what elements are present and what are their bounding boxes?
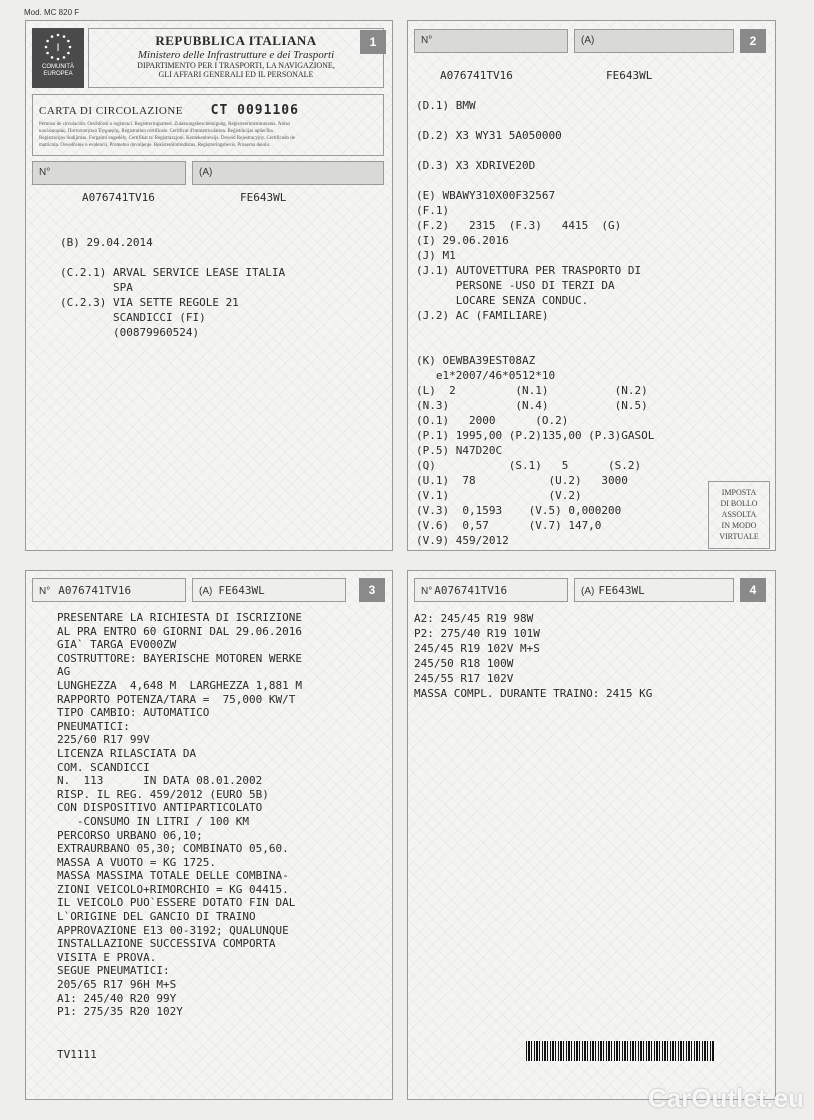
tax-line-4: IN MODO bbox=[721, 521, 757, 530]
footer-code: TV1111 bbox=[57, 1048, 97, 1061]
n-label-box bbox=[32, 161, 186, 185]
card-title: CARTA DI CIRCOLAZIONE bbox=[39, 105, 184, 117]
panel-number-1: 1 bbox=[360, 30, 386, 54]
plate-number: FE643WL bbox=[240, 191, 287, 204]
n-label: N° bbox=[421, 586, 433, 597]
tax-stamp-box bbox=[708, 481, 770, 549]
a-label-box bbox=[574, 29, 734, 53]
eu-stars-icon bbox=[43, 32, 73, 62]
n-field bbox=[32, 578, 186, 602]
multilingual-line-2: κυκλοφορίας. Πιστοποιητικό Έγγραφής. Registration certificate. Certificat d'immatriculation. Reģistrācijas apliecība. bbox=[39, 129, 274, 134]
panel-number-2: 2 bbox=[740, 29, 766, 53]
a-label-box bbox=[192, 161, 384, 185]
registration-number: A076741TV16 bbox=[58, 584, 132, 597]
eu-country: I bbox=[56, 42, 60, 54]
notes-block: PRESENTARE LA RICHIESTA DI ISCRIZIONE AL PRA ENTRO 60 GIORNI DAL 29.06.2016 GIA` TARGA EV000ZW COSTRUTTORE: BAYERISCHE MOTOREN WERKE AG LUNGHEZZA 4,648 M LARGHEZZA 1,881 M RAPPORTO POTENZA/TARA = 75,000 KW/T TIPO CAMBIO: AUTOMATICO PNEUMATICI: 225/60 R17 99V LICENZA RILASCIATA DA COM. SCANDICCI N. 113 IN DATA 08.01.2002 RISP. IL REG. 459/2012 (EURO 5B) CON DISPOSITIVO ANTIPARTICOLATO -CONSUMO IN LITRI / 100 KM PERCORSO URBANO 06,10; EXTRAURBANO 05,30; COMBINATO 05,60. MASSA A VUOTO = KG 1725. MASSA MASSIMA TOTALE DELLE COMBINA- ZIONI VEICOLO+RIMORCHIO = KG 04415. IL VEICOLO PUO`ESSERE DOTATO FIN DAL L`ORIGINE DEL GANCIO DI TRAINO APPROVAZIONE E13 00-3192; QUALUNQUE INSTALLAZIONE SUCCESSIVA COMPORTA VISITA E PROVA. SEGUE PNEUMATICI: 205/65 R17 96H M+S A1: 245/40 R20 99Y P1: 275/35 R20 102Y bbox=[57, 611, 303, 1019]
a-label: (A) bbox=[581, 35, 595, 46]
panel-1 bbox=[25, 20, 393, 551]
plate-number: FE643WL bbox=[218, 584, 265, 597]
tax-line-1: IMPOSTA bbox=[721, 488, 757, 497]
a-label: (A) bbox=[199, 586, 213, 597]
ministry-name: Ministero delle Infrastrutture e dei Trasporti bbox=[137, 49, 335, 61]
department-line-2: GLI AFFARI GENERALI ED IL PERSONALE bbox=[158, 70, 314, 79]
panel-number-3: 3 bbox=[359, 578, 385, 602]
barcode bbox=[526, 1041, 714, 1061]
multilingual-line-3: Registracijos liudijimas. Forgalmi engedély. Certifikat ta' Registrazzjoni. Kentekenbewijs. Dowód Rejestracyjny. Certificado de bbox=[39, 136, 295, 141]
tyres-block: A2: 245/45 R19 98W P2: 275/40 R19 101W 245/45 R19 102V M+S 245/50 R18 100W 245/55 R17 102V MASSA COMPL. DURANTE TRAINO: 2415 KG bbox=[414, 612, 653, 700]
tax-line-3: ASSOLTA bbox=[721, 510, 757, 519]
tax-line-2: DI BOLLO bbox=[720, 499, 758, 508]
republic-title: REPUBBLICA ITALIANA bbox=[155, 33, 317, 48]
tax-line-5: VIRTUALE bbox=[719, 532, 759, 541]
vehicle-data-block: (D.1) BMW (D.2) X3 WY31 5A050000 (D.3) X3 XDRIVE20D (E) WBAWY310X00F32567 (F.1) (F.2) 2315 (F.3) 4415 (G) (I) 29.06.2016 (J) M1 (J.1) AUTOVETTURA PER TRASPORTO DI PERSONE -USO DI TERZI DA LOCARE SENZA CONDUC. (J.2) AC (FAMILIARE) (K) OEWBA39EST08AZ e1*2007/46*0512*10 (L) 2 (N.1) (N.2) (N.3) (N.4) (N.5) (O.1) 2000 (O.2) (P.1) 1995,00 (P.2)135,00 (P.3)GASOL (P.5) N47D20C (Q) (S.1) 5 (S.2) (U.1) 78 (U.2) 3000 (V.1) (V.2) (V.3) 0,1593 (V.5) 0,000200 (V.6) 0,57 (V.7) 147,0 (V.9) 459/2012 bbox=[416, 99, 655, 547]
watermark-logo: CarOutlet.eu bbox=[647, 1083, 804, 1113]
multilingual-line-4: matrícula. Osvedčenie o evidencii. Prometno dovoljenje. Rekisteröintitodistus. Registreringsbevis. Proaerna deiulu. bbox=[39, 143, 271, 148]
registration-number: A076741TV16 bbox=[440, 69, 513, 82]
panel-3 bbox=[25, 570, 393, 1100]
n-label: N° bbox=[39, 586, 51, 597]
registration-number: A076741TV16 bbox=[82, 191, 155, 204]
owner-block: (B) 29.04.2014 (C.2.1) ARVAL SERVICE LEASE ITALIA SPA (C.2.3) VIA SETTE REGOLE 21 SCANDICCI (FI) (00879960524) bbox=[60, 236, 286, 339]
panel-2 bbox=[407, 20, 776, 551]
a-field bbox=[192, 578, 346, 602]
eu-emblem bbox=[32, 28, 84, 88]
department-line-1: DIPARTIMENTO PER I TRASPORTI, LA NAVIGAZIONE, bbox=[137, 61, 335, 70]
a-label: (A) bbox=[581, 586, 595, 597]
plate-number: FE643WL bbox=[598, 584, 645, 597]
panel-number-4: 4 bbox=[740, 578, 766, 602]
n-label: N° bbox=[39, 167, 51, 178]
a-label: (A) bbox=[199, 167, 213, 178]
n-label: N° bbox=[421, 35, 433, 46]
panel-4 bbox=[407, 570, 776, 1100]
n-label-box bbox=[414, 29, 568, 53]
registration-number: A076741TV16 bbox=[434, 584, 508, 597]
plate-number: FE643WL bbox=[606, 69, 653, 82]
form-code: Mod. MC 820 F bbox=[24, 8, 80, 17]
a-field bbox=[574, 578, 734, 602]
card-number: CT 0091106 bbox=[210, 103, 299, 118]
n-field bbox=[414, 578, 568, 602]
issuer-header bbox=[88, 28, 384, 88]
card-title-box bbox=[32, 94, 384, 156]
multilingual-line-1: Permiso de circulación. Osvědčení o registraci. Registreringsattest. Zulassungsbescheinigung. Registreerimistunnistus. Άδεια bbox=[39, 122, 290, 127]
eu-label: COMUNITÀ EUROPEA bbox=[42, 64, 74, 77]
